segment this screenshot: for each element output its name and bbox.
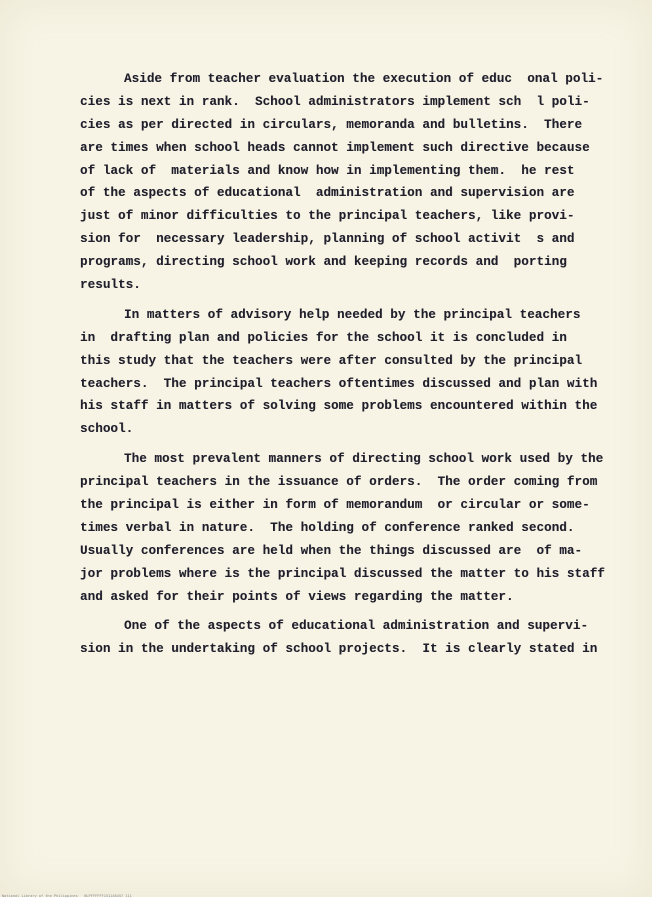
text-line: of the aspects of educational administration and supervision are (80, 186, 575, 201)
text-line: school. (80, 422, 134, 437)
text-line: times verbal in nature. The holding of conference ranked second. (80, 520, 575, 535)
text-line: just of minor difficulties to the principal teachers, like provi- (80, 209, 575, 224)
paragraph-2 (80, 304, 606, 441)
text-line: One of the aspects of educational administration and supervi- (124, 619, 589, 634)
text-line: sion in the undertaking of school projects. It is clearly stated in (80, 642, 598, 657)
paragraph-spacer (80, 608, 606, 615)
text-line: jor problems where is the principal discussed the matter to his staff (80, 566, 605, 581)
archive-footer-text: National Library of the Philippines NLPFFFFFF151148457 111 (2, 894, 132, 898)
text-line: and asked for their points of views regarding the matter. (80, 589, 514, 604)
text-line: The most prevalent manners of directing school work used by the (124, 452, 604, 467)
paragraph-3 (80, 448, 606, 608)
paragraph-spacer (80, 441, 606, 448)
text-line: programs, directing school work and keeping records and porting (80, 255, 567, 270)
paragraph-1 (80, 68, 606, 297)
paragraph-spacer (80, 297, 606, 304)
text-line: cies as per directed in circulars, memoranda and bulletins. There (80, 117, 583, 132)
text-line: in drafting plan and policies for the school it is concluded in (80, 330, 567, 345)
text-line: Aside from teacher evaluation the execution of educ onal poli- (124, 72, 604, 86)
text-line: are times when school heads cannot implement such directive because (80, 140, 590, 155)
text-line: Usually conferences are held when the things discussed are of ma- (80, 543, 583, 558)
text-line: this study that the teachers were after consulted by the principal (80, 353, 583, 368)
text-line: his staff in matters of solving some problems encountered within the (80, 399, 598, 414)
text-line: the principal is either in form of memorandum or circular or some- (80, 498, 590, 513)
text-line: sion for necessary leadership, planning of school activit s and (80, 232, 575, 247)
text-line: principal teachers in the issuance of orders. The order coming from (80, 475, 598, 490)
document-body (80, 68, 606, 661)
text-line: cies is next in rank. School administrators implement sch l poli- (80, 94, 590, 109)
text-line: of lack of materials and know how in implementing them. he rest (80, 163, 575, 178)
text-line: In matters of advisory help needed by the principal teachers (124, 307, 581, 322)
paragraph-4 (80, 615, 606, 661)
text-line: results. (80, 278, 141, 293)
text-line: teachers. The principal teachers oftentimes discussed and plan with (80, 376, 598, 391)
